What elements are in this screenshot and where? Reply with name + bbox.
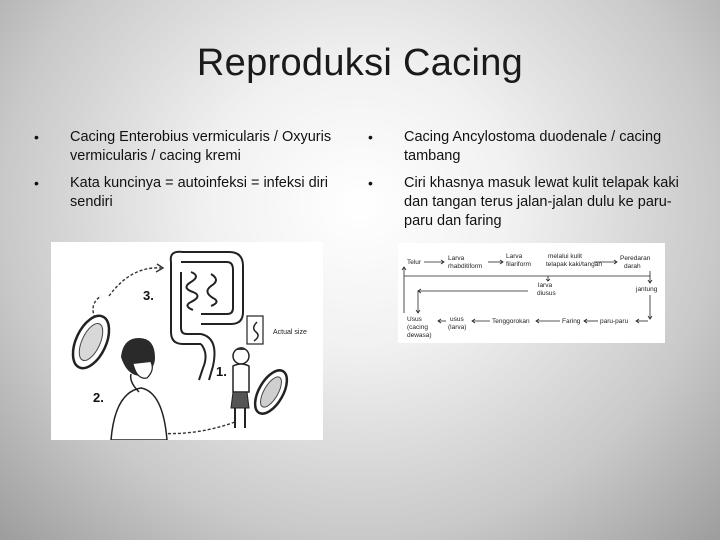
step-1-label: 1. — [216, 364, 227, 379]
label-peredaran-darah-2: darah — [624, 263, 641, 270]
step-3-label: 3. — [143, 288, 154, 303]
left-bullet-1 — [34, 128, 334, 166]
left-bullet-1-text: Cacing Enterobius vermicularis / Oxyuris vermicularis / cacing kremi — [70, 129, 332, 164]
label-larva-diusus-1: larva — [538, 282, 553, 289]
egg-right-drawing — [249, 365, 294, 419]
pinworm-lifecycle-illustration — [51, 242, 323, 440]
label-usus-larva-1: usus — [450, 316, 464, 323]
label-larva-filariform-1: Larva — [506, 253, 523, 260]
label-faring: Faring — [562, 318, 581, 325]
bullet-icon: • — [368, 175, 373, 191]
label-tenggorokan: Tenggorokan — [492, 318, 530, 325]
right-bullet-1 — [368, 128, 688, 166]
intestine-drawing — [171, 252, 243, 380]
step-2-label: 2. — [93, 390, 104, 405]
bullet-icon: • — [34, 175, 39, 191]
hookworm-cycle-diagram — [398, 243, 665, 343]
child-standing-drawing — [231, 347, 249, 428]
label-usus-cacing-dewasa-1: Usus — [407, 316, 422, 323]
label-larva-filariform-2: filariform — [506, 261, 531, 268]
label-larva-diusus-2: diusus — [537, 290, 556, 297]
label-usus-cacing-dewasa-2: (cacing — [407, 324, 428, 331]
actual-size-label: Actual size — [273, 329, 307, 336]
left-bullet-list — [34, 128, 334, 220]
right-bullet-2 — [368, 174, 688, 231]
right-bullet-1-text: Cacing Ancylostoma duodenale / cacing tambang — [404, 129, 662, 164]
label-melalui-kulit-2: telapak kaki/tangan — [546, 261, 603, 268]
right-bullet-2-text: Ciri khasnya masuk lewat kulit telapak kaki dan tangan terus jalan-jalan dulu ke paru-paru dan faring — [404, 175, 679, 229]
label-paru-paru: paru-paru — [600, 318, 629, 325]
label-jantung: jantung — [636, 286, 658, 293]
bullet-icon: • — [368, 129, 373, 145]
label-melalui-kulit-1: melalui kulit — [548, 253, 582, 260]
child-eating-drawing — [111, 338, 167, 440]
label-peredaran-darah-1: Peredaran — [620, 255, 651, 262]
left-bullet-2 — [34, 174, 334, 212]
worm-icon — [254, 322, 258, 341]
label-telur: Telur — [407, 259, 422, 266]
diagram-arrows — [402, 260, 652, 323]
slide-title: Reproduksi Cacing — [196, 42, 524, 84]
hookworm-cycle-illustration — [398, 243, 665, 343]
left-bullet-2-text: Kata kuncinya = autoinfeksi = infeksi diri sendiri — [70, 175, 328, 210]
bullet-icon: • — [34, 129, 39, 145]
pinworm-lifecycle-figure — [51, 242, 323, 440]
label-larva-rhabditiform-2: rhabditiform — [448, 263, 483, 270]
egg-left-drawing — [66, 310, 117, 373]
label-larva-rhabditiform-1: Larva — [448, 255, 465, 262]
right-bullet-list — [368, 128, 688, 239]
label-usus-larva-2: (larva) — [448, 324, 467, 331]
label-usus-cacing-dewasa-3: dewasa) — [407, 332, 432, 339]
